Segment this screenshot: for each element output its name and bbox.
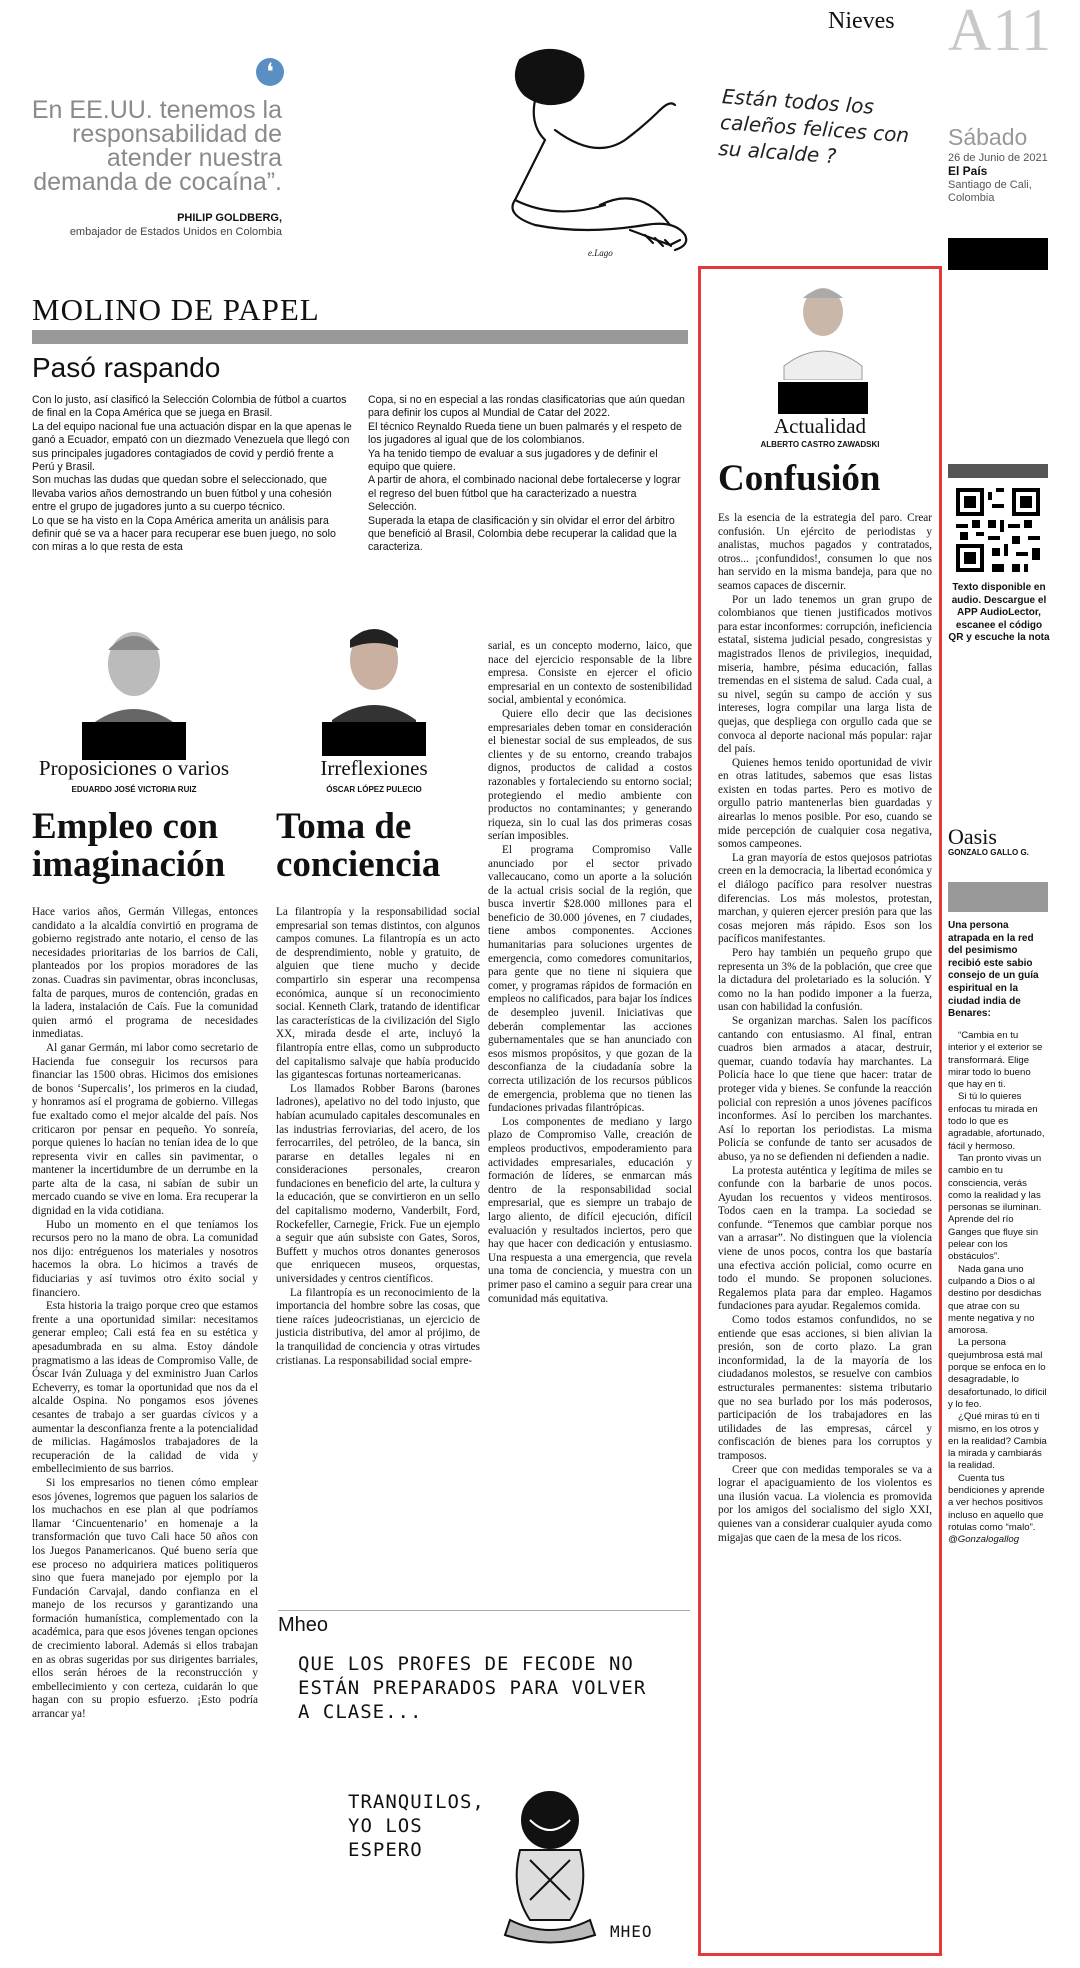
paragraph: La protesta auténtica y legítima de miles se confunde con la barbarie de unos pocos. Ayudan los recuentos y videos mentirosos. Todos caen en la trampa. La sociedad se confunde. “Tenemos que cambiar porque nos van a arrasar”. No distinguen que la violencia viene de unos pocos, contra los que bastaría una efectiva acción policial, como ocurre en todo el mundo. Se proponen soluciones. Regalemos plata para dar empleo. Hagamos fundaciones para ayudar. Regalemos comida. bbox=[718, 1164, 932, 1313]
date-block bbox=[948, 152, 1068, 205]
article-headline: Toma de conciencia bbox=[276, 806, 441, 885]
column-author: EDUARDO JOSÉ VICTORIA RUIZ bbox=[71, 785, 197, 794]
oasis-body bbox=[948, 1030, 1048, 1546]
column-author: ÓSCAR LÓPEZ PULECIO bbox=[326, 785, 422, 794]
quote-icon: ❛ bbox=[256, 58, 284, 86]
top-cartoon-drawing bbox=[480, 40, 710, 260]
paragraph: Al ganar Germán, mi labor como secretario de Hacienda fue conseguir los recursos para financiar las 1500 obras. Hicimos dos emisiones de bonos ‘Supercalis’, los primeros en la ciudad, y honramos así el programa de gobierno. Villegas fue exaltado como el mejor alcalde del país. Nos criticaron por pensar en pequeño. Yo sonreía, porque quienes lo hacían no tenían idea de lo que representa vivir en calles sin pavimentar, o mantener la incertidumbre de un derrumbe en la parte alta de la casa, ni sabían de subir un mercado cuando se vive en loma. Era recuperar la dignidad en la vida cotidiana. bbox=[32, 1041, 258, 1218]
paragraph: Por un lado tenemos un gran grupo de colombianos que tienen justificados motivos para estar inconformes: corrupción, ineficiencia estatal, sistema judicial pesado, congresistas y magistrados llenos de privilegios, inequidad, miseria, hambre, pésima educación, fallas tremendas en el sistema de salud. Cada cual, a su nivel, según su campo de acción y sus intereses, logra compilar una larga lista de quejas, que despliega con orgullo cada que se convoca al deporte nacional más popular: rajar del país. bbox=[718, 593, 933, 756]
cartoon-drawing bbox=[480, 1780, 620, 1950]
section-rule bbox=[32, 330, 688, 344]
paragraph: Hace varios años, Germán Villegas, entonces candidato a la alcaldía convirtió en programa de gobierno registrado ante notario, el censo de las necesidades prioritarias de los barrios de Cali, planteados por los propios moradores de las zonas. Cuadras sin pavimentar, obras inconclusas, falta de parques, muros de contención, gradas en la ladera, instalación de Caís. Fue la comunidad quien armó el programa de necesidades inmediatas. bbox=[32, 906, 258, 1041]
quote-author-role: embajador de Estados Unidos en Colombia bbox=[69, 226, 282, 238]
header-quote: En EE.UU. tenemos la responsabilidad de atender nuestra demanda de cocaína”. bbox=[31, 96, 282, 196]
paragraph: La del equipo nacional fue una actuación dispar en la que apenas le ganó a Ecuador, empató con un diezmado Venezuela que llegó con sus principales jugadores contagiados de covid y perdió frente a Perú y Brasil. bbox=[32, 420, 352, 474]
side-rule bbox=[948, 464, 1048, 478]
cartoon-rule bbox=[278, 1610, 690, 1611]
oasis-bar bbox=[948, 882, 1048, 912]
qr-code-icon[interactable] bbox=[956, 488, 1040, 572]
editorial-column-2 bbox=[368, 394, 688, 555]
paragraph: Hubo un momento en el que teníamos los recursos pero no la mano de obra. La comunidad nos dijo: entréguenos los materiales y nosotros hacemos la obra. Lo hicimos a través de fiduciarias y así tuvimos otro éxito social y financiero. bbox=[32, 1218, 258, 1299]
paragraph: Copa, si no en especial a las rondas clasificatorias que aún quedan para definir los cupos al Mundial de Catar del 2022. bbox=[368, 394, 685, 420]
photo-black-band bbox=[322, 722, 426, 756]
paragraph: Como todos estamos confundidos, no se entiende que esas acciones, si bien alivian la presión, son de corto plazo. La gran inconformidad, la de la mayoría de los ciudadanos molestos, se resuelve con cambios estructurales permanentes: sistema tributario que no sea burlado por los más poderosos, participación de los trabajadores en las utilidades de las empresas, cárcel y confiscación de bienes para los corruptos y tramposos. bbox=[718, 1314, 932, 1462]
column-name: Proposiciones o varios bbox=[38, 756, 230, 780]
oasis-lead: Una persona atrapada en la red del pesimismo recibió este sabio consejo de un guía espiritual en la ciudad india de Benares: bbox=[948, 920, 1039, 1020]
paper-name: El País bbox=[948, 164, 988, 178]
page-number: A11 bbox=[948, 0, 1053, 63]
paragraph: Los llamados Robber Barons (barones ladrones), apelativo no del todo injusto, que habían acumulado capitales descomunales en las industrias ferroviarias, del acero, de los ferrocarriles, del petróleo, de la banca, sin pararse en detalles legales ni en consideraciones personales, crearon fundaciones en beneficio del arte, la cultura y la educación, que se convirtieron en un sello del capitalismo moderno, Vanderbilt, Ford, Rockefeller, Carnegie, Frick. Fue un ejemplo a seguir que aún subsiste con Gates, Soros, Buffett y muchos otros donantes generosos que enriquecen museos, orquestas, universidades y centros científicos. bbox=[276, 1082, 480, 1286]
paragraph: Ya ha tenido tiempo de evaluar a sus jugadores y de definir el equipo que quiere. bbox=[368, 447, 658, 474]
author-photo-d bbox=[778, 276, 868, 380]
cartoon-signature: e.Lago bbox=[588, 248, 613, 258]
paragraph: Lo que se ha visto en la Copa América amerita un análisis para definir qué se va a hacer para recuperar ese buen juego, no solo con miras a lo que resta de esta bbox=[32, 514, 336, 554]
paragraph: Con lo justo, así clasificó la Selección Colombia de fútbol a cuartos de final en la Copa América que se juega en Brasil. bbox=[32, 394, 347, 420]
article-body-a bbox=[32, 906, 258, 1722]
paragraph: sarial, es un concepto moderno, laico, que nace del ejercicio responsable de la libre empresa. Consiste en ejercer el oficio empresarial en un contexto de sostenibilidad social, ambiental y económica. bbox=[488, 640, 692, 707]
paragraph: ¿Qué miras tú en ti mismo, en los otros y en la realidad? Cambia la mirada y cambiarás la realidad. bbox=[948, 1411, 1047, 1472]
paragraph: Nada gana uno culpando a Dios o al destino por desdichas que atrae con su mente negativa y no amorosa. bbox=[948, 1263, 1042, 1337]
section-name: Nieves bbox=[828, 8, 895, 34]
cartoon-title: Mheo bbox=[278, 1614, 329, 1636]
paragraph: La filantropía y la responsabilidad social empresarial son temas distintos, con algunos campos comunes. La filantropía es un acto de desprendimiento, noble y gratuito, de alguien que tiene mucho y decide compartirlo sin esperar una recompensa económica, aunque sí un reconocimiento social. Kenneth Clark, tratando de identificar las características de la civilización del Siglo XX, mirada desde el arte, incluyó la filantropía entre ellas, como un subproducto del capitalismo salvaje que había producido las gigantescas fortunas norteamericanas. bbox=[276, 906, 480, 1082]
paragraph: Quienes hemos tenido oportunidad de vivir en otras latitudes, sabemos que esas listas existen en todas partes. Pero es motivo de orgullo patrio mantenerlas bien guardadas y airearlas lo menos posible. Por eso, cuando se mide percepción de cualquier cosa negativa, somos campeones. bbox=[718, 756, 932, 851]
photo-black-band bbox=[82, 722, 186, 760]
paragraph: Esta historia la traigo porque creo que estamos frente a una oportunidad similar: necesitamos generar empleo; Cali está fea en su estética y apesadumbrada en su alma. Estoy dándole pragmatismo a las ideas de Compromiso Valle, de Óscar Iván Zuluaga y del exministro Juan Carlos Echeverry, es tomar la oportunidad que nos da el alcalde Ospina. No pongamos esos jóvenes cesantes de trabajo a ser guardas cívicos y a aumentar la desconfianza frente a la potencialidad de milicias. Hagámoslos trabajadores de la recuperación de la calidad de vida y embellecimiento de sus barrios. bbox=[32, 1300, 258, 1476]
paragraph: Creer que con medidas temporales se va a lograr el apaciguamiento de los violentos es una ilusión vacua. La violencia es promovida por los amigos del socialismo del siglo XXI, quienes van a considerar cualquier ayuda como migajas que caen de la mesa de los ricos. bbox=[718, 1463, 932, 1544]
cartoon-signature: MHEO bbox=[610, 1922, 653, 1941]
article-headline: Confusión bbox=[718, 458, 881, 499]
paragraph: Tan pronto vivas un cambio en tu consciencia, verás como la realidad y las personas se iluminan. Aprende del río Ganges que fluye sin pelear con los obstáculos”. bbox=[948, 1152, 1042, 1263]
cartoon-speech-1: QUE LOS PROFES DE FECODE NO ESTÁN PREPARADOS PARA VOLVER A CLASE... bbox=[298, 1653, 647, 1723]
paragraph: Los componentes de mediano y largo plazo de Compromiso Valle, creación de empleos productivos, empoderamiento para actividades empresariales, educación y formación de líderes, se enmarcan más dentro de la responsabilidad social empresarial, que es siempre un trabajo de largo aliento, de difícil ejecución, difícil evaluación y resultados inciertos, pero que hay que hacer con dedicación y entusiasmo. Una respuesta a una emergencia, que revela una toma de conciencia, y muestra con un primer paso el camino a seguir para crear una comunidad más equitativa. bbox=[488, 1115, 692, 1305]
section-title: MOLINO DE PAPEL bbox=[32, 292, 320, 327]
column-name: Oasis bbox=[948, 824, 997, 849]
cartoon-caption: Están todos los caleños felices con su alcalde ? bbox=[717, 84, 910, 169]
paragraph: Quiere ello decir que las decisiones empresariales deben tomar en consideración el bienestar social de sus empleados, de sus clientes y de su entorno, creando trabajos dignos, productos de calidad a costos razonables y fortaleciendo su entorno social; protegiendo el medio ambiente con productos no contaminantes; y generando riqueza, sin lo cual las dos primeras cosas serían imposibles. bbox=[488, 707, 692, 843]
article-body-b-continued bbox=[488, 640, 692, 1306]
column-author: GONZALO GALLO G. bbox=[948, 848, 1029, 857]
editorial-headline: Pasó raspando bbox=[32, 352, 221, 383]
paragraph: Pero hay también un pequeño grupo que representa un 3% de la población, que cree que la dictadura del proletariado es la solución. Y como no la han podido imponer a la fuerza, usan con habilidad la confusión. bbox=[718, 947, 932, 1014]
cartoon-speech-2: TRANQUILOS, YO LOS ESPERO bbox=[348, 1791, 485, 1861]
oasis-handle[interactable]: @Gonzalogallog bbox=[948, 1534, 1020, 1546]
paragraph: Es la esencia de la estrategia del paro. Crear confusión. Un ejército de periodistas y analistas, muchos pagados y contratados, otros... ¡confundidos!, consumen lo que nos han servido en la misma bandeja, para que no seamos capaces de discernir. bbox=[718, 512, 932, 592]
author-portrait bbox=[778, 276, 868, 380]
paragraph: Si los empresarios no tienen cómo emplear esos jóvenes, logremos que paguen los salarios de los muchachos en ese plan al que podríamos llamar ‘Cincuentenario’ en homenaje a la transformación que tuvo Cali hace 50 años con los Juegos Panamericanos. Qué bueno sería que ese proceso no adquiriera matices politiqueros sino que fuera manejado por ejemplo por la Fundación Carvajal, dando confianza en el manejo de los recursos y garantizando una formación humanística, complementado con la académica, para que esos jóvenes tengan opciones de crecimiento laboral. Además si ellos trabajan en as obras sugeridas por sus dirigentes barriales, ellos serán héroes de la reconstrucción y embellecimiento y con certeza, cuidarán lo que hagan con su propio esfuerzo. ¡Esto podría arrancar ya! bbox=[32, 1476, 258, 1721]
header-black-bar bbox=[948, 238, 1048, 270]
paragraph: Cuenta tus bendiciones y aprende a ver hechos positivos incluso en aquello que rotulas como “malo”. bbox=[948, 1472, 1045, 1533]
paragraph: A partir de ahora, el combinado nacional debe fortalecerse y lograr el regreso del buen fútbol que ha caracterizado a nuestra Selección. bbox=[368, 474, 681, 514]
city-name: Santiago de Cali, Colombia bbox=[948, 179, 1032, 204]
article-body-b bbox=[276, 906, 480, 1368]
photo-black-band bbox=[778, 382, 868, 414]
paragraph: Son muchas las dudas que quedan sobre el seleccionado, que llevaba varios años demostrando un buen fútbol y una cohesión entre el grupo de jugadores junto a su cuerpo técnico. bbox=[32, 474, 332, 514]
paragraph: Se organizan marchas. Salen los pacíficos cantando con entusiasmo. Al final, entran cuadros bien armados a atacar, destruir, quemar, cuando todavía hay marchantes. La Policía hace lo que tiene que hacer: tratar de proteger vida y bienes. Se confunde la reacción policial con represión a unos jóvenes pacíficos inconformes. Así lo perciben los marchantes. Así lo reportan los periodistas. La misma Policía se confunde de tanto ser acusados de abuso, ya no se defienden ni defienden a nadie. bbox=[718, 1014, 932, 1163]
paragraph: Superada la etapa de clasificación y sin olvidar el error del árbitro que benefició al Brasil, Colombia debe recuperar la calidad que la caracteriza. bbox=[368, 514, 677, 554]
column-name: Actualidad bbox=[773, 414, 867, 438]
paragraph: El técnico Reynaldo Rueda tiene un buen palmarés y el respeto de los jugadores al igual que de los colombianos. bbox=[368, 420, 682, 447]
qr-caption: Texto disponible en audio. Descargue el APP AudioLector, escanee el código QR y escuche la nota bbox=[948, 582, 1050, 643]
article-headline: Empleo con imaginación bbox=[32, 806, 226, 885]
paragraph: La gran mayoría de estos quejosos patriotas creen en la democracia, la libertad económica y el diálogo pacífico para resolver nuestras diferencias. Los más molestos, protestan, marchan, y quieren ejercer presión para que las cosas mejoren más rápido. Esos son los pacíficos manifestantes. bbox=[718, 851, 932, 946]
editorial-column-1 bbox=[32, 394, 352, 555]
quote-author: PHILIP GOLDBERG, bbox=[177, 212, 282, 224]
paragraph: “Cambia en tu interior y el exterior se transformará. Elige mirar todo lo bueno que hay en ti. bbox=[948, 1030, 1043, 1091]
paragraph: La persona quejumbrosa está mal porque se enfoca en lo desagradable, lo desafortunado, lo difícil y lo feo. bbox=[948, 1337, 1047, 1410]
paragraph: La filantropía es un reconocimiento de la importancia del hombre sobre las cosas, que tiene raíces judeocristianas, un ejercicio de justicia distributiva, del amor al prójimo, de la tranquilidad de conciencia y otras virtudes cristianas. La responsabilidad social empre- bbox=[276, 1286, 480, 1367]
column-name: Irreflexiones bbox=[320, 756, 428, 780]
date-weekday: Sábado bbox=[948, 124, 1028, 150]
article-body-d bbox=[718, 512, 932, 1545]
column-author: ALBERTO CASTRO ZAWADSKI bbox=[760, 440, 880, 449]
paragraph: El programa Compromiso Valle anunciado por el sector privado vallecaucano, como un aporte a la solución de la actual crisis social de la región, que busca invertir $28.000 millones para el beneficio de 30.000 jóvenes, en 7 ciudades, tiene ambos componentes. Acciones humanitarias para soluciones urgentes de emergencia, como comedores comunitarios, para gente que no tiene ni siquiera que comer, y programas rápidos de formación en empleos no calificados, para bajar los índices de desempleo juvenil. Iniciativas que deberán complementar las acciones gubernamentales que se han anunciado con esos mismos propósitos, y que gozan de la desconfianza de la ciudadanía sobre la correcta utilización de los recursos públicos de emergencia, problema que no tienen las fundaciones privadas filantrópicas. bbox=[488, 843, 692, 1115]
date-value: 26 de Junio de 2021 bbox=[948, 152, 1048, 164]
paragraph: Si tú lo quieres enfocas tu mirada en todo lo que es agradable, afortunado, fácil y hermoso. bbox=[948, 1091, 1045, 1152]
